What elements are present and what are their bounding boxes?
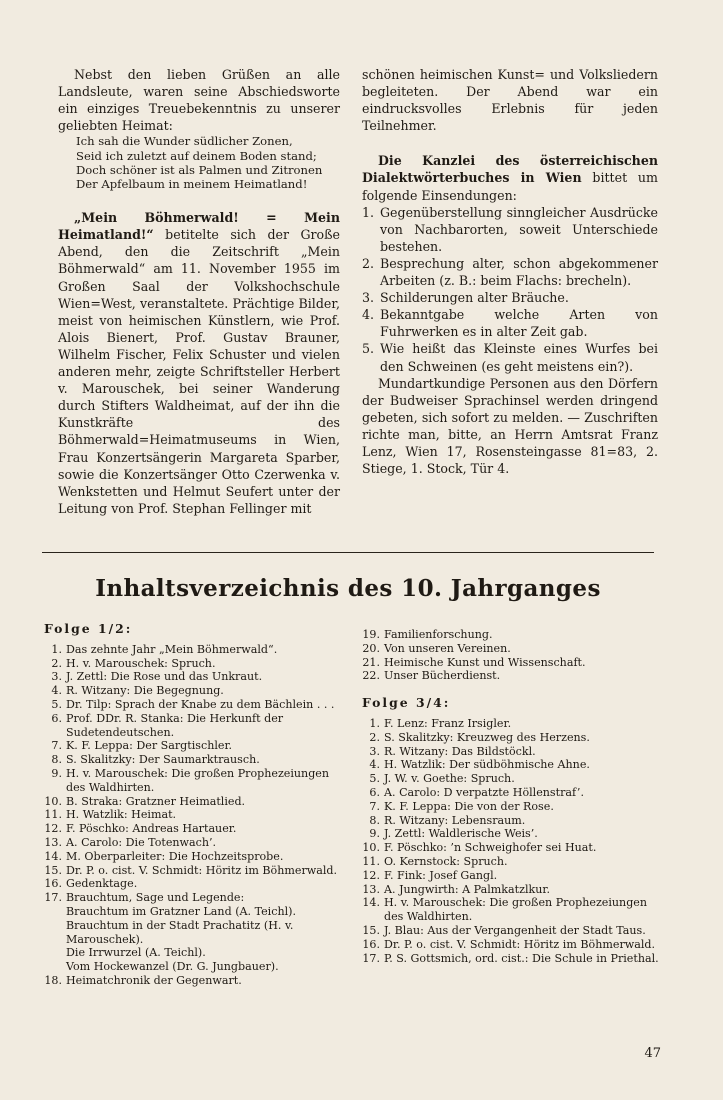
folge-heading: Folge 3/4: — [362, 695, 451, 711]
list-item: 1. Gegenüberstellung sinngleicher Ausdrücke von Nachbarorten, soweit Unterschiede bestehen. — [362, 204, 658, 254]
toc-entry-text: H. v. Marouschek: Die großen Prophezeiungen des Waldhirten. — [384, 896, 648, 924]
toc-entry — [362, 855, 662, 869]
toc-subentry: Brauchtum im Gratzner Land (A. Teichl). — [66, 904, 296, 918]
toc-entry — [44, 795, 344, 809]
toc-entry — [44, 712, 344, 740]
toc-entry-text: K. F. Leppa: Der Sargtischler. — [66, 739, 233, 753]
toc-entry-text: Das zehnte Jahr „Mein Böhmerwald“. — [66, 642, 278, 656]
toc-entry-number: 17. — [362, 951, 380, 965]
toc-entry — [44, 657, 344, 671]
toc-entry-text: H. Watzlik: Heimat. — [66, 808, 177, 822]
toc-entry-number: 2. — [369, 730, 380, 744]
toc-entry-text: R. Witzany: Das Bildstöckl. — [384, 744, 536, 758]
toc-entry-text: F. Pöschko: Andreas Hartauer. — [66, 822, 237, 836]
toc-entry-number: 12. — [44, 822, 62, 836]
toc-entry — [362, 717, 662, 731]
toc-entry — [362, 731, 662, 745]
toc-entry — [44, 698, 344, 712]
toc-entry-text: Heimatchronik der Gegenwart. — [66, 973, 242, 987]
toc-entry-number: 14. — [362, 896, 380, 910]
toc-entry-text: Prof. DDr. R. Stanka: Die Herkunft der Sudetendeutschen. — [66, 711, 284, 739]
toc-entry-number: 20. — [362, 641, 380, 655]
toc-entry-text: R. Witzany: Lebensraum. — [384, 813, 526, 827]
toc-entry-number: 5. — [369, 772, 380, 786]
toc-entry-text: J. Blau: Aus der Vergangenheit der Stadt Taus. — [384, 923, 646, 937]
toc-entry — [44, 850, 344, 864]
toc-entry — [362, 800, 662, 814]
toc-entry-text: F. Fink: Josef Gangl. — [384, 868, 498, 882]
toc-subentry: Die Irrwurzel (A. Teichl). — [66, 946, 206, 960]
verse-line: Seid ich zuletzt auf deinem Boden stand; — [76, 148, 317, 163]
toc-entry-text: Heimische Kunst und Wissenschaft. — [384, 655, 586, 669]
kanzlei-paragraph — [362, 152, 658, 203]
toc-list-folge-3-4 — [362, 717, 662, 965]
toc-entry — [44, 877, 344, 891]
toc-entry — [362, 814, 662, 828]
toc-entry — [362, 952, 662, 966]
toc-entry — [44, 767, 344, 795]
toc-entry-number: 14. — [44, 849, 62, 863]
toc-entry-number: 4. — [51, 684, 62, 698]
toc-entry — [362, 642, 662, 656]
toc-entry — [362, 841, 662, 855]
toc-entry-text: A. Carolo: D verpatzte Höllenstraf’. — [384, 785, 584, 799]
toc-entry-text: Unser Bücherdienst. — [384, 669, 501, 683]
toc-entry-number: 7. — [369, 799, 380, 813]
toc-entry — [362, 656, 662, 670]
toc-column-left — [44, 622, 344, 988]
toc-entry — [362, 772, 662, 786]
toc-entry-text: J. W. v. Goethe: Spruch. — [384, 772, 515, 786]
folge-heading: Folge 1/2: — [44, 621, 133, 636]
toc-entry — [362, 786, 662, 800]
list-item: 4. Bekanntgabe welche Arten von Fuhrwerken es in alter Zeit gab. — [362, 307, 658, 340]
toc-entry-number: 1. — [369, 716, 380, 730]
toc-entry — [362, 924, 662, 938]
column-top-right — [362, 66, 658, 477]
request-list — [362, 204, 658, 375]
toc-entry-number: 8. — [51, 753, 62, 767]
toc-entry-number: 2. — [51, 656, 62, 670]
page-number: 47 — [644, 1046, 661, 1061]
toc-entry — [362, 938, 662, 952]
closing-paragraph: Mundartkundige Personen aus den Dörfern der Budweiser Sprachinsel werden dringend gebeten, sich sofort zu melden. — Zuschriften richte man, bitte, an Herrn Amtsrat Franz Lenz, Wien 17, Rosensteingasse 81=83, 2. Stiege, 1. Stock, Tür 4. — [362, 375, 658, 477]
toc-list-folge-1-2-continued — [362, 628, 662, 683]
toc-entry-number: 19. — [362, 628, 380, 641]
toc-entry-number: 4. — [369, 758, 380, 772]
toc-entry-text: F. Pöschko: ’n Schweighofer sei Huat. — [384, 841, 597, 855]
toc-entry-text: Gedenktage. — [66, 877, 138, 891]
toc-entry-number: 3. — [51, 670, 62, 684]
toc-entry-number: 6. — [51, 711, 62, 725]
toc-entry-text: Brauchtum, Sage und Legende: — [66, 891, 245, 905]
kanzlei-text: bittet um folgende Einsendungen: — [362, 170, 658, 203]
toc-entry — [362, 827, 662, 841]
toc-entry-text: Dr. P. o. cist. V. Schmidt: Höritz im Böhmerwald. — [66, 863, 338, 877]
toc-entry — [44, 670, 344, 684]
toc-entry — [44, 836, 344, 850]
toc-entry-text: F. Lenz: Franz Irsigler. — [384, 716, 512, 730]
toc-entry-number: 8. — [369, 813, 380, 827]
toc-entry-number: 11. — [362, 854, 380, 868]
toc-entry — [44, 864, 344, 878]
toc-entry — [362, 883, 662, 897]
toc-entry-number: 3. — [369, 744, 380, 758]
evening-paragraph — [58, 209, 340, 517]
list-item: 2. Besprechung alter, schon abgekommener Arbeiten (z. B.: beim Flachs: brecheln). — [362, 255, 658, 289]
toc-entry — [362, 669, 662, 683]
toc-entry — [44, 891, 344, 974]
toc-entry-number: 6. — [369, 785, 380, 799]
toc-entry — [362, 628, 662, 642]
verse-line: Ich sah die Wunder südlicher Zonen, — [76, 134, 293, 149]
toc-entry-number: 9. — [369, 827, 380, 841]
column-top-left — [58, 66, 340, 517]
toc-entry-number: 10. — [44, 794, 62, 808]
toc-entry-number: 5. — [51, 697, 62, 711]
toc-entry-number: 18. — [44, 973, 62, 987]
list-item: 3. Schilderungen alter Bräuche. — [362, 290, 569, 306]
evening-text: betitelte sich der Große Abend, den die Zeitschrift „Mein Böhmerwald“ am 11. November 1955 im Großen Saal der Volkshochschule Wien=West, veranstaltete. Prächtige Bilder, meist von heimischen Künstlern, wie Prof. Alois Bienert, Prof. Gustav Brauner, Wilhelm Fischer, Felix Schuster und vielen anderen mehr, zeigte Schriftsteller Herbert v. Marouschek, bei seiner Wanderung durch Stifters Waldheimat, auf der ihn die Kunstkräfte des Böhmerwald=Heimatmuseums in Wien, Frau Konzertsängerin Margareta Sparber, sowie die Konzertsänger Otto Czerwenka v. Wenkstetten und Helmut Seufert unter der Leitung von Prof. Stephan Fellinger mit — [58, 227, 340, 516]
toc-entry-text: R. Witzany: Die Begegnung. — [66, 684, 224, 698]
toc-column-right — [362, 628, 662, 965]
toc-entry-number: 10. — [362, 841, 380, 855]
evening-title: „Mein Böhmerwald! = Mein Heimatland!“ — [58, 210, 340, 243]
toc-entry-number: 12. — [362, 868, 380, 882]
toc-entry — [44, 753, 344, 767]
toc-entry-text: O. Kernstock: Spruch. — [384, 854, 508, 868]
toc-entry-number: 1. — [51, 642, 62, 656]
toc-entry-text: B. Straka: Gratzner Heimatlied. — [66, 794, 246, 808]
toc-entry-text: Familienforschung. — [384, 628, 493, 641]
toc-entry-text: J. Zettl: Waldlerische Weis’. — [384, 827, 538, 841]
toc-entry-text: Von unseren Vereinen. — [384, 641, 511, 655]
toc-entry-text: A. Jungwirth: A Palmkatzlkur. — [384, 882, 550, 896]
toc-entry-number: 16. — [44, 877, 62, 891]
section-divider — [42, 552, 654, 553]
toc-entry-number: 13. — [44, 835, 62, 849]
toc-entry-number: 9. — [51, 766, 62, 780]
toc-entry-text: P. S. Gottsmich, ord. cist.: Die Schule in Priethal. — [384, 951, 659, 965]
toc-entry-number: 11. — [44, 808, 62, 822]
toc-entry-text: J. Zettl: Die Rose und das Unkraut. — [66, 670, 263, 684]
toc-entry-text: A. Carolo: Die Totenwach’. — [66, 835, 217, 849]
toc-entry-text: S. Skalitzky: Der Saumarktrausch. — [66, 753, 260, 767]
toc-entry — [44, 684, 344, 698]
toc-entry — [362, 869, 662, 883]
toc-subentry: Vom Hockewanzel (Dr. G. Jungbauer). — [66, 960, 279, 974]
verse-line: Doch schöner ist als Palmen und Zitronen — [76, 162, 323, 177]
toc-entry-text: M. Oberparleiter: Die Hochzeitsprobe. — [66, 849, 284, 863]
toc-entry — [362, 745, 662, 759]
toc-entry-text: H. v. Marouschek: Die großen Prophezeiungen des Waldhirten. — [66, 766, 330, 794]
verse-line: Der Apfelbaum in meinem Heimatland! — [76, 176, 308, 191]
heimat-verse — [76, 134, 340, 191]
toc-entry — [44, 822, 344, 836]
toc-entry-text: Dr. Tilp: Sprach der Knabe zu dem Bächlein . . . — [66, 697, 335, 711]
toc-entry — [362, 896, 662, 924]
toc-entry-text: K. F. Leppa: Die von der Rose. — [384, 799, 554, 813]
greeting-paragraph: Nebst den lieben Grüßen an alle Landsleute, waren seine Abschiedsworte ein einziges Treuebekenntnis zu unserer geliebten Heimat: — [58, 67, 340, 134]
toc-entry — [44, 739, 344, 753]
toc-entry-text: S. Skalitzky: Kreuzweg des Herzens. — [384, 730, 590, 744]
toc-entry-number: 15. — [44, 863, 62, 877]
kanzlei-title: Die Kanzlei des österreichischen Dialektwörterbuches in Wien — [362, 153, 658, 186]
toc-entry-number: 16. — [362, 937, 380, 951]
evening-continued: schönen heimischen Kunst= und Volksliedern begleiteten. Der Abend war ein eindrucksvolles Erlebnis für jeden Teilnehmer. — [362, 67, 658, 134]
toc-subentry: Brauchtum in der Stadt Prachatitz (H. v. Marouschek). — [66, 918, 294, 946]
toc-entry-text: H. Watzlik: Der südböhmische Ahne. — [384, 758, 590, 772]
toc-list-folge-1-2 — [44, 643, 344, 988]
toc-entry-number: 15. — [362, 923, 380, 937]
toc-entry — [44, 808, 344, 822]
toc-entry — [44, 643, 344, 657]
toc-entry-text: H. v. Marouschek: Spruch. — [66, 656, 216, 670]
list-item: 5. Wie heißt das Kleinste eines Wurfes bei den Schweinen (es geht meistens ein?). — [362, 341, 658, 374]
toc-title: Inhaltsverzeichnis des 10. Jahrganges — [95, 575, 601, 602]
toc-entry-number: 22. — [362, 669, 380, 683]
toc-entry — [44, 974, 344, 988]
toc-entry-number: 21. — [362, 655, 380, 669]
toc-entry-number: 17. — [44, 891, 62, 905]
toc-entry-text: Dr. P. o. cist. V. Schmidt: Höritz im Böhmerwald. — [384, 937, 656, 951]
toc-entry — [362, 758, 662, 772]
toc-entry-number: 7. — [51, 739, 62, 753]
toc-entry-number: 13. — [362, 882, 380, 896]
